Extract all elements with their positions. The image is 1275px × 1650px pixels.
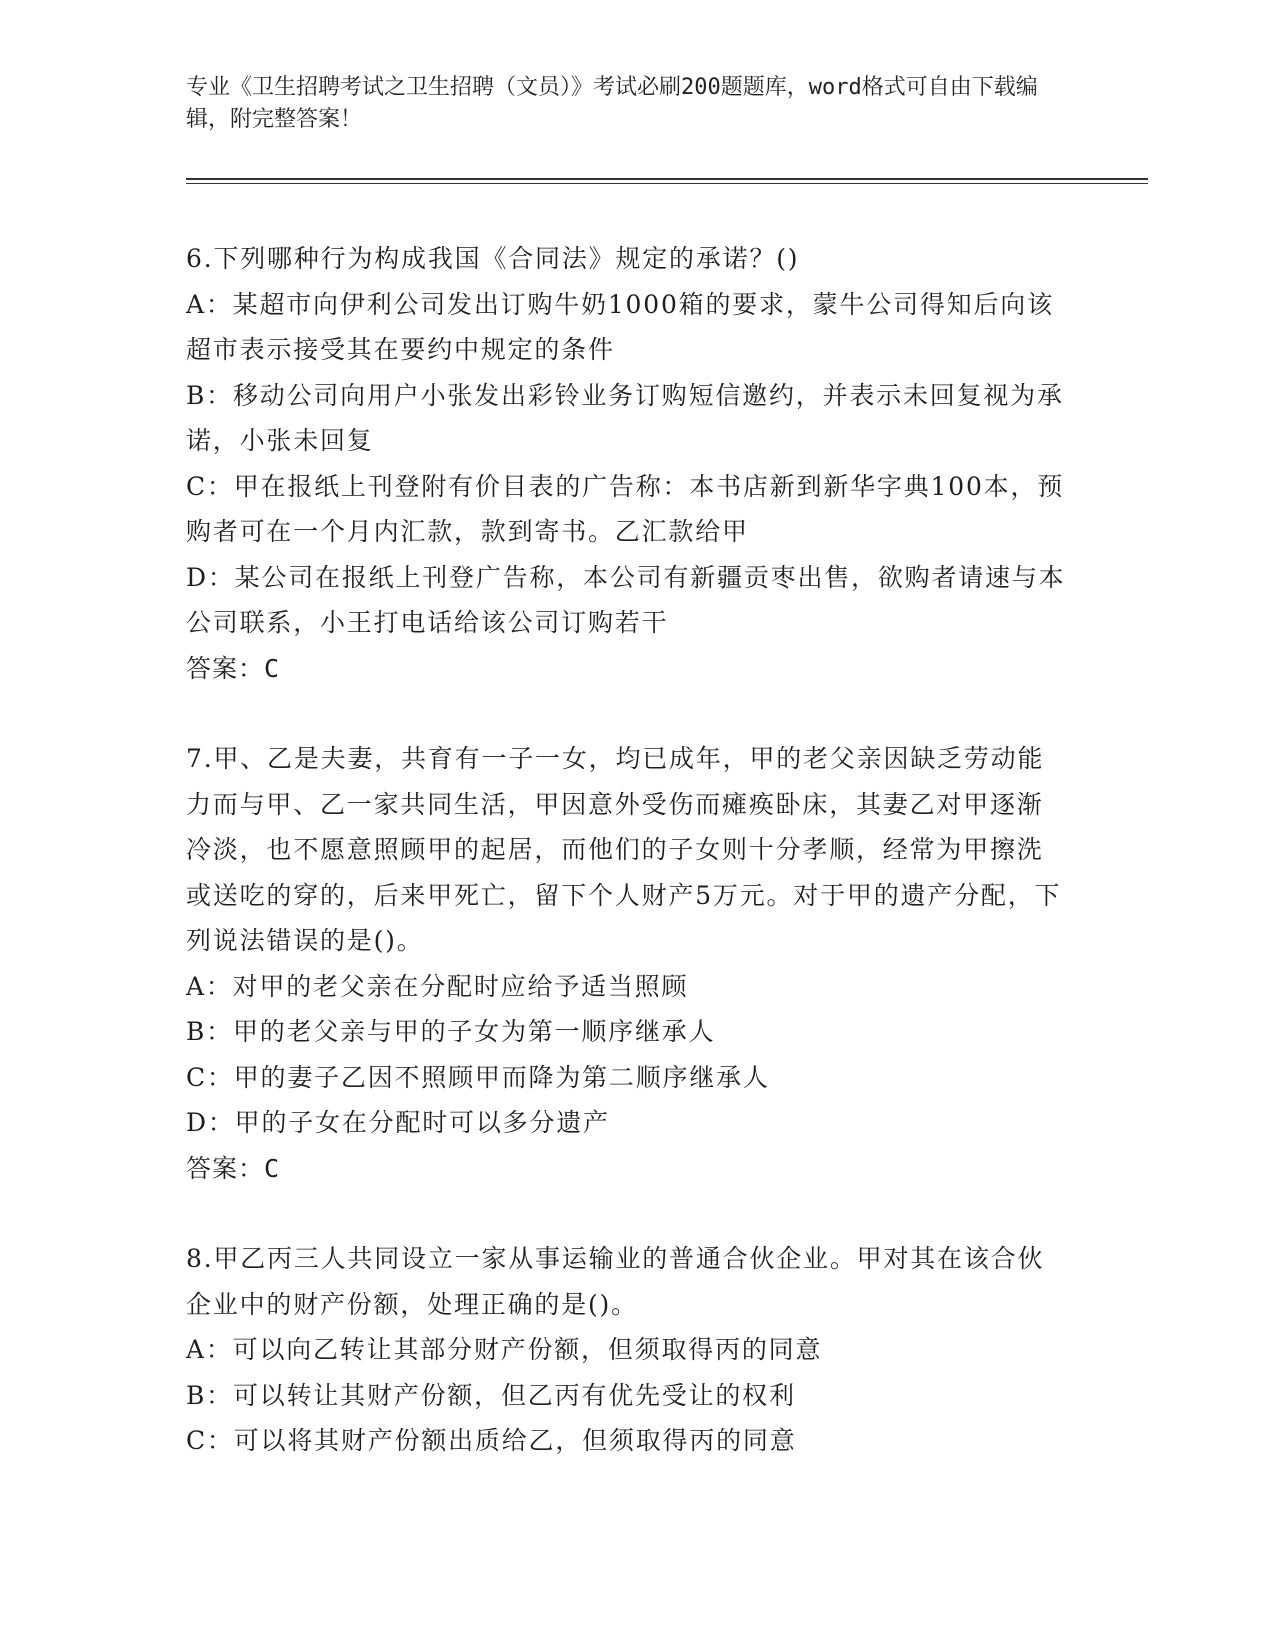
option-d: D：甲的子女在分配时可以多分遗产 — [186, 1108, 610, 1137]
question-stem: 6.下列哪种行为构成我国《合同法》规定的承诺？() — [186, 244, 800, 273]
option-a: A：某超市向伊利公司发出订购牛奶1000箱的要求，蒙牛公司得知后向该超市表示接受其在要约中规定的条件 — [186, 289, 1054, 364]
question-stem: 7.甲、乙是夫妻，共育有一子一女，均已成年，甲的老父亲因缺乏劳动能力而与甲、乙一家共同生活，甲因意外受伤而瘫痪卧床，其妻乙对甲逐渐冷淡，也不愿意照顾甲的起居，而他们的子女则十分孝顺，经常为甲擦洗或送吃的穿的，后来甲死亡，留下个人财产5万元。对于甲的遗产分配，下列说法错误的是()。 — [186, 744, 1062, 955]
option-b: B：甲的老父亲与甲的子女为第一顺序继承人 — [186, 1017, 716, 1046]
question-list — [186, 236, 1066, 1509]
option-b: B：可以转让其财产份额，但乙丙有优先受让的权利 — [186, 1380, 796, 1410]
header-divider-secondary — [186, 183, 1148, 184]
option-c: C：甲在报纸上刊登附有价目表的广告称：本书店新到新华字典100本，预购者可在一个月内汇款，款到寄书。乙汇款给甲 — [186, 471, 1065, 546]
document-header — [186, 72, 1066, 136]
question-8 — [186, 1236, 1066, 1464]
header-text: 专业《卫生招聘考试之卫生招聘（文员）》考试必刷200题题库，word格式可自由下载编辑，附完整答案！ — [186, 75, 1038, 132]
question-6 — [186, 236, 1066, 691]
question-stem: 8.甲乙丙三人共同设立一家从事运输业的普通合伙企业。甲对其在该合伙企业中的财产份额，处理正确的是()。 — [186, 1244, 1045, 1319]
option-a: A：对甲的老父亲在分配时应给予适当照顾 — [186, 971, 689, 1001]
question-7 — [186, 736, 1066, 1191]
option-d: D：某公司在报纸上刊登广告称，本公司有新疆贡枣出售，欲购者请速与本公司联系，小王打电话给该公司订购若干 — [186, 562, 1066, 637]
option-a: A：可以向乙转让其部分财产份额，但须取得丙的同意 — [186, 1335, 823, 1364]
header-divider — [186, 178, 1148, 180]
option-b: B：移动公司向用户小张发出彩铃业务订购短信邀约，并表示未回复视为承诺，小张未回复 — [186, 380, 1064, 455]
option-c: C：可以将其财产份额出质给乙，但须取得丙的同意 — [186, 1426, 797, 1455]
answer-line: 答案：C — [186, 1153, 281, 1183]
answer-line: 答案：C — [186, 653, 281, 683]
option-c: C：甲的妻子乙因不照顾甲而降为第二顺序继承人 — [186, 1062, 770, 1092]
